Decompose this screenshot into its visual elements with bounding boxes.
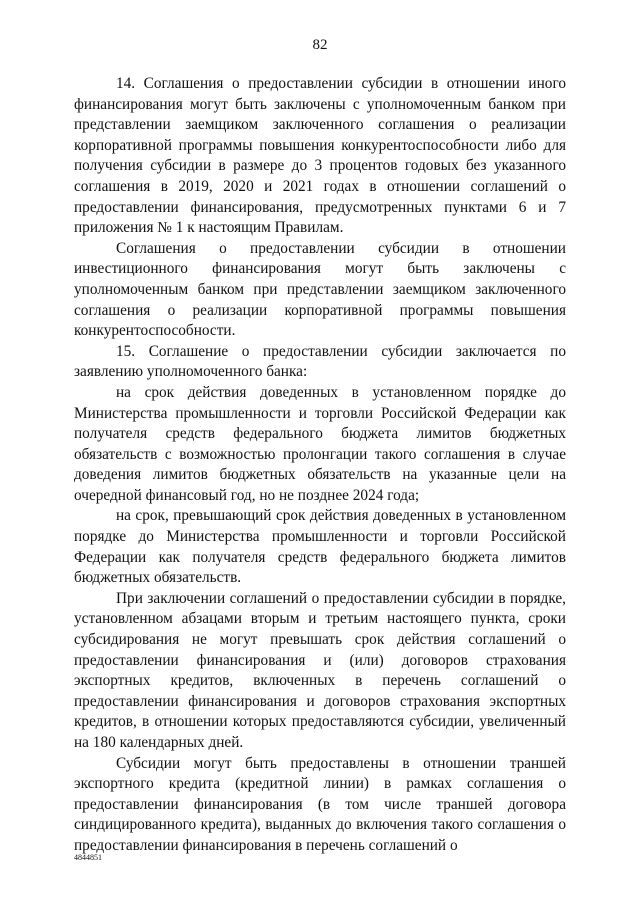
paragraph-investment-financing: Соглашения о предоставлении субсидии в отношении инвестиционного финансирования могут быть заключены с уполномоченным банком при представлении заемщиком заключенного соглашения о реализации корпоративной программы повышения конкурентоспособности.	[74, 239, 566, 340]
paragraph-term-exceeding: на срок, превышающий срок действия доведенных в установленном порядке до Министерства промышленности и торговли Российской Федерации как получателя средств федерального бюджета лимитов бюджетных обязательств.	[74, 507, 566, 587]
paragraph-14: 14. Соглашения о предоставлении субсидии в отношении иного финансирования могут быть заключены с уполномоченным банком при представлении заемщиком заключенного соглашения о реализации корпоративной программы повышения конкурентоспособности либо для получения субсидии в размере до 3 процентов годовых без указанного соглашения в 2019, 2020 и 2021 годах в отношении соглашений о предоставлении финансирования, предусмотренных пунктами 6 и 7 приложения № 1 к настоящим Правилам.	[74, 75, 566, 237]
paragraph-term-limits: на срок действия доведенных в установленном порядке до Министерства промышленности и торговли Российской Федерации как получателя средств федерального бюджета лимитов бюджетных обязательств с возможностью пролонгации такого соглашения в случае доведения лимитов бюджетных обязательств на указанные цели на очередной финансовый год, но не позднее 2024 года;	[74, 383, 566, 504]
paragraph-tranches: Субсидии могут быть предоставлены в отношении траншей экспортного кредита (кредитной линии) в рамках соглашения о предоставлении финансирования (в том числе траншей договора синдицированного кредита), выданных до включения такого соглашения о предоставлении финансирования в перечень соглашений о	[74, 754, 566, 854]
paragraph-subsidy-term: При заключении соглашений о предоставлении субсидии в порядке, установленном абзацами вторым и третьим настоящего пункта, сроки субсидирования не могут превышать срок действия соглашений о предоставлении финансирования и (или) договоров страхования экспортных кредитов, включенных в перечень соглашений о предоставлении финансирования и договоров страхования экспортных кредитов, в отношении которых предоставляются субсидии, увеличенный на 180 календарных дней.	[74, 589, 566, 751]
paragraph-15: 15. Соглашение о предоставлении субсидии заключается по заявлению уполномоченного банка:	[74, 342, 566, 381]
document-body	[74, 74, 566, 857]
document-code: 4844851	[74, 853, 102, 862]
page-number: 82	[312, 37, 328, 53]
